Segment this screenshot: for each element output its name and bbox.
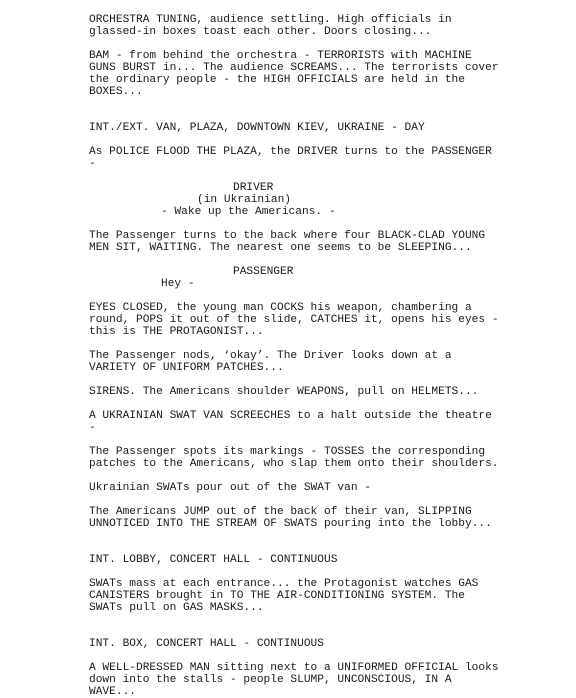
action-line: - xyxy=(89,158,96,170)
action-line: The Passenger spots its markings - TOSSES the corresponding xyxy=(89,446,486,458)
action-line: the ordinary people - the HIGH OFFICIALS are held in the xyxy=(89,74,465,86)
action-line: SIRENS. The Americans shoulder WEAPONS, pull on HELMETS... xyxy=(89,386,479,398)
action-line: UNNOTICED INTO THE STREAM OF SWATS pouring into the lobby... xyxy=(89,518,492,530)
action-line: A WELL-DRESSED MAN sitting next to a UNIFORMED OFFICIAL looks xyxy=(89,662,499,674)
action-line: VARIETY OF UNIFORM PATCHES... xyxy=(89,362,284,374)
action-line: A UKRAINIAN SWAT VAN SCREECHES to a halt outside the theatre xyxy=(89,410,492,422)
action-line: Ukrainian SWATs pour out of the SWAT van - xyxy=(89,482,371,494)
heading-line: INT./EXT. VAN, PLAZA, DOWNTOWN KIEV, UKRAINE - DAY xyxy=(89,122,425,134)
action-line: The Americans JUMP out of the back of their van, SLIPPING xyxy=(89,506,472,518)
action-line: WAVE... xyxy=(89,686,136,698)
dialogue-line: - Wake up the Americans. - xyxy=(161,206,336,218)
action-line: SWATs pull on GAS MASKS... xyxy=(89,602,264,614)
action-line: As POLICE FLOOD THE PLAZA, the DRIVER turns to the PASSENGER xyxy=(89,146,492,158)
dialogue-line: Hey - xyxy=(161,278,195,290)
character-line: PASSENGER xyxy=(233,266,294,278)
action-line: SWATs mass at each entrance... the Protagonist watches GAS xyxy=(89,578,479,590)
action-line: BAM - from behind the orchestra - TERRORISTS with MACHINE xyxy=(89,50,472,62)
paren-line: (in Ukrainian) xyxy=(197,194,291,206)
action-line: CANISTERS brought in TO THE AIR-CONDITIONING SYSTEM. The xyxy=(89,590,465,602)
action-line: this is THE PROTAGONIST... xyxy=(89,326,264,338)
action-line: glassed-in boxes toast each other. Doors closing... xyxy=(89,26,432,38)
action-line: The Passenger nods, ‘okay’. The Driver looks down at a xyxy=(89,350,452,362)
action-line: MEN SIT, WAITING. The nearest one seems to be SLEEPING... xyxy=(89,242,472,254)
action-line: BOXES... xyxy=(89,86,143,98)
action-line: patches to the Americans, who slap them onto their shoulders. xyxy=(89,458,499,470)
character-line: DRIVER xyxy=(233,182,274,194)
action-line: GUNS BURST in... The audience SCREAMS... The terrorists cover xyxy=(89,62,499,74)
action-line: down into the stalls - people SLUMP, UNCONSCIOUS, IN A xyxy=(89,674,452,686)
action-line: EYES CLOSED, the young man COCKS his weapon, chambering a xyxy=(89,302,472,314)
action-line: ORCHESTRA TUNING, audience settling. High officials in xyxy=(89,14,452,26)
action-line: round, POPS it out of the slide, CATCHES it, opens his eyes - xyxy=(89,314,499,326)
heading-line: INT. LOBBY, CONCERT HALL - CONTINUOUS xyxy=(89,554,338,566)
action-line: The Passenger turns to the back where four BLACK-CLAD YOUNG xyxy=(89,230,486,242)
action-line: - xyxy=(89,422,96,434)
heading-line: INT. BOX, CONCERT HALL - CONTINUOUS xyxy=(89,638,324,650)
